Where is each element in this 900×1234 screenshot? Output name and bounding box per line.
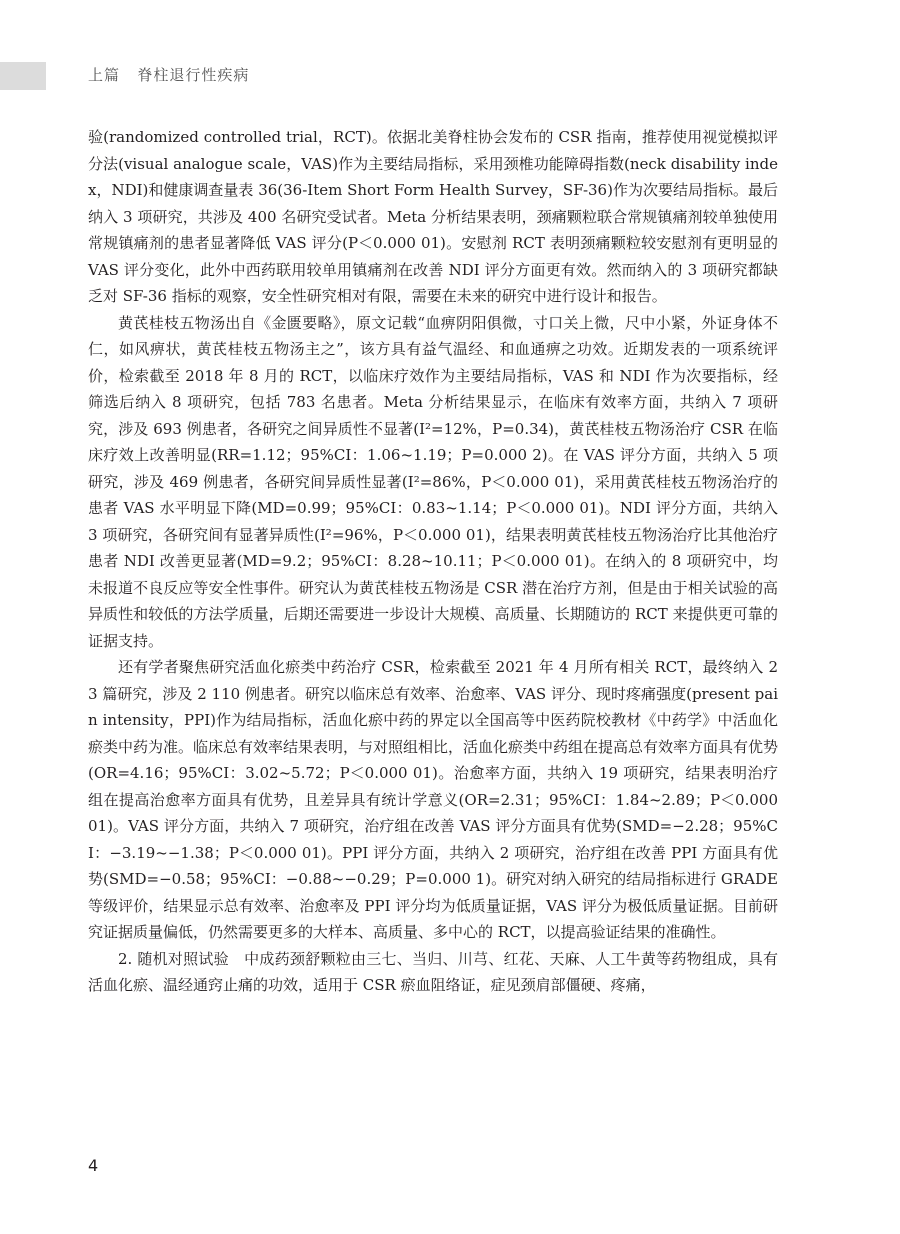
header-part: 上篇	[88, 66, 121, 84]
paragraph-1: 验(randomized controlled trial，RCT)。依据北美脊柱协会发布的 CSR 指南，推荐使用视觉模拟评分法(visual analogue scale，VAS)作为主要结局指标，采用颈椎功能障碍指数(neck disability index，NDI)和健康调查量表 36(36-Item Short Form Health Survey，SF-36)作为次要结局指标。最后纳入 3 项研究，共涉及 400 名研究受试者。Meta 分析结果表明，颈痛颗粒联合常规镇痛剂较单独使用常规镇痛剂的患者显著降低 VAS 评分(P＜0.000 01)。安慰剂 RCT 表明颈痛颗粒较安慰剂有更明显的 VAS 评分变化，此外中西药联用较单用镇痛剂在改善 NDI 评分方面更有效。然而纳入的 3 项研究都缺乏对 SF-36 指标的观察，安全性研究相对有限，需要在未来的研究中进行设计和报告。	[88, 128, 778, 305]
running-header	[88, 64, 249, 85]
header-tab-marker	[0, 62, 46, 90]
body-text	[88, 124, 778, 999]
header-chapter: 脊柱退行性疾病	[137, 66, 250, 84]
paragraph-3: 还有学者聚焦研究活血化瘀类中药治疗 CSR，检索截至 2021 年 4 月所有相关 RCT，最终纳入 23 篇研究，涉及 2 110 例患者。研究以临床总有效率、治愈率、VAS 评分、现时疼痛强度(present pain intensity，PPI)作为结局指标，活血化瘀中药的界定以全国高等中医药院校教材《中药学》中活血化瘀类中药为准。临床总有效率结果表明，与对照组相比，活血化瘀类中药组在提高总有效率方面具有优势(OR=4.16；95%CI：3.02~5.72；P＜0.000 01)。治愈率方面，共纳入 19 项研究，结果表明治疗组在提高治愈率方面具有优势，且差异具有统计学意义(OR=2.31；95%CI：1.84~2.89；P＜0.000 01)。VAS 评分方面，共纳入 7 项研究，治疗组在改善 VAS 评分方面具有优势(SMD=−2.28；95%CI：−3.19~−1.38；P＜0.000 01)。PPI 评分方面，共纳入 2 项研究，治疗组在改善 PPI 方面具有优势(SMD=−0.58；95%CI：−0.88~−0.29；P=0.000 1)。研究对纳入研究的结局指标进行 GRADE 等级评价，结果显示总有效率、治愈率及 PPI 评分均为低质量证据，VAS 评分为极低质量证据。目前研究证据质量偏低，仍然需要更多的大样本、高质量、多中心的 RCT，以提高验证结果的准确性。	[88, 658, 779, 941]
paragraph-4: 2. 随机对照试验 中成药颈舒颗粒由三七、当归、川芎、红花、天麻、人工牛黄等药物组成，具有活血化瘀、温经通窍止痛的功效，适用于 CSR 瘀血阻络证，症见颈肩部僵硬、疼痛，	[88, 949, 778, 994]
paragraph-2: 黄芪桂枝五物汤出自《金匮要略》，原文记载“血痹阴阳俱微，寸口关上微，尺中小紧，外证身体不仁，如风痹状，黄芪桂枝五物汤主之”，该方具有益气温经、和血通痹之功效。近期发表的一项系统评价，检索截至 2018 年 8 月的 RCT，以临床疗效作为主要结局指标，VAS 和 NDI 作为次要指标，经筛选后纳入 8 项研究，包括 783 名患者。Meta 分析结果显示，在临床有效率方面，共纳入 7 项研究，涉及 693 例患者，各研究之间异质性不显著(I²=12%，P=0.34)，黄芪桂枝五物汤治疗 CSR 在临床疗效上改善明显(RR=1.12；95%CI：1.06~1.19；P=0.000 2)。在 VAS 评分方面，共纳入 5 项研究，涉及 469 例患者，各研究间异质性显著(I²=86%，P＜0.000 01)，采用黄芪桂枝五物汤治疗的患者 VAS 水平明显下降(MD=0.99；95%CI：0.83~1.14；P＜0.000 01)。NDI 评分方面，共纳入 3 项研究，各研究间有显著异质性(I²=96%，P＜0.000 01)，结果表明黄芪桂枝五物汤治疗比其他治疗患者 NDI 改善更显著(MD=9.2；95%CI：8.28~10.11；P＜0.000 01)。在纳入的 8 项研究中，均未报道不良反应等安全性事件。研究认为黄芪桂枝五物汤是 CSR 潜在治疗方剂，但是由于相关试验的高异质性和较低的方法学质量，后期还需要进一步设计大规模、高质量、长期随访的 RCT 来提供更可靠的证据支持。	[88, 313, 778, 650]
page-number: 4	[88, 1156, 99, 1175]
